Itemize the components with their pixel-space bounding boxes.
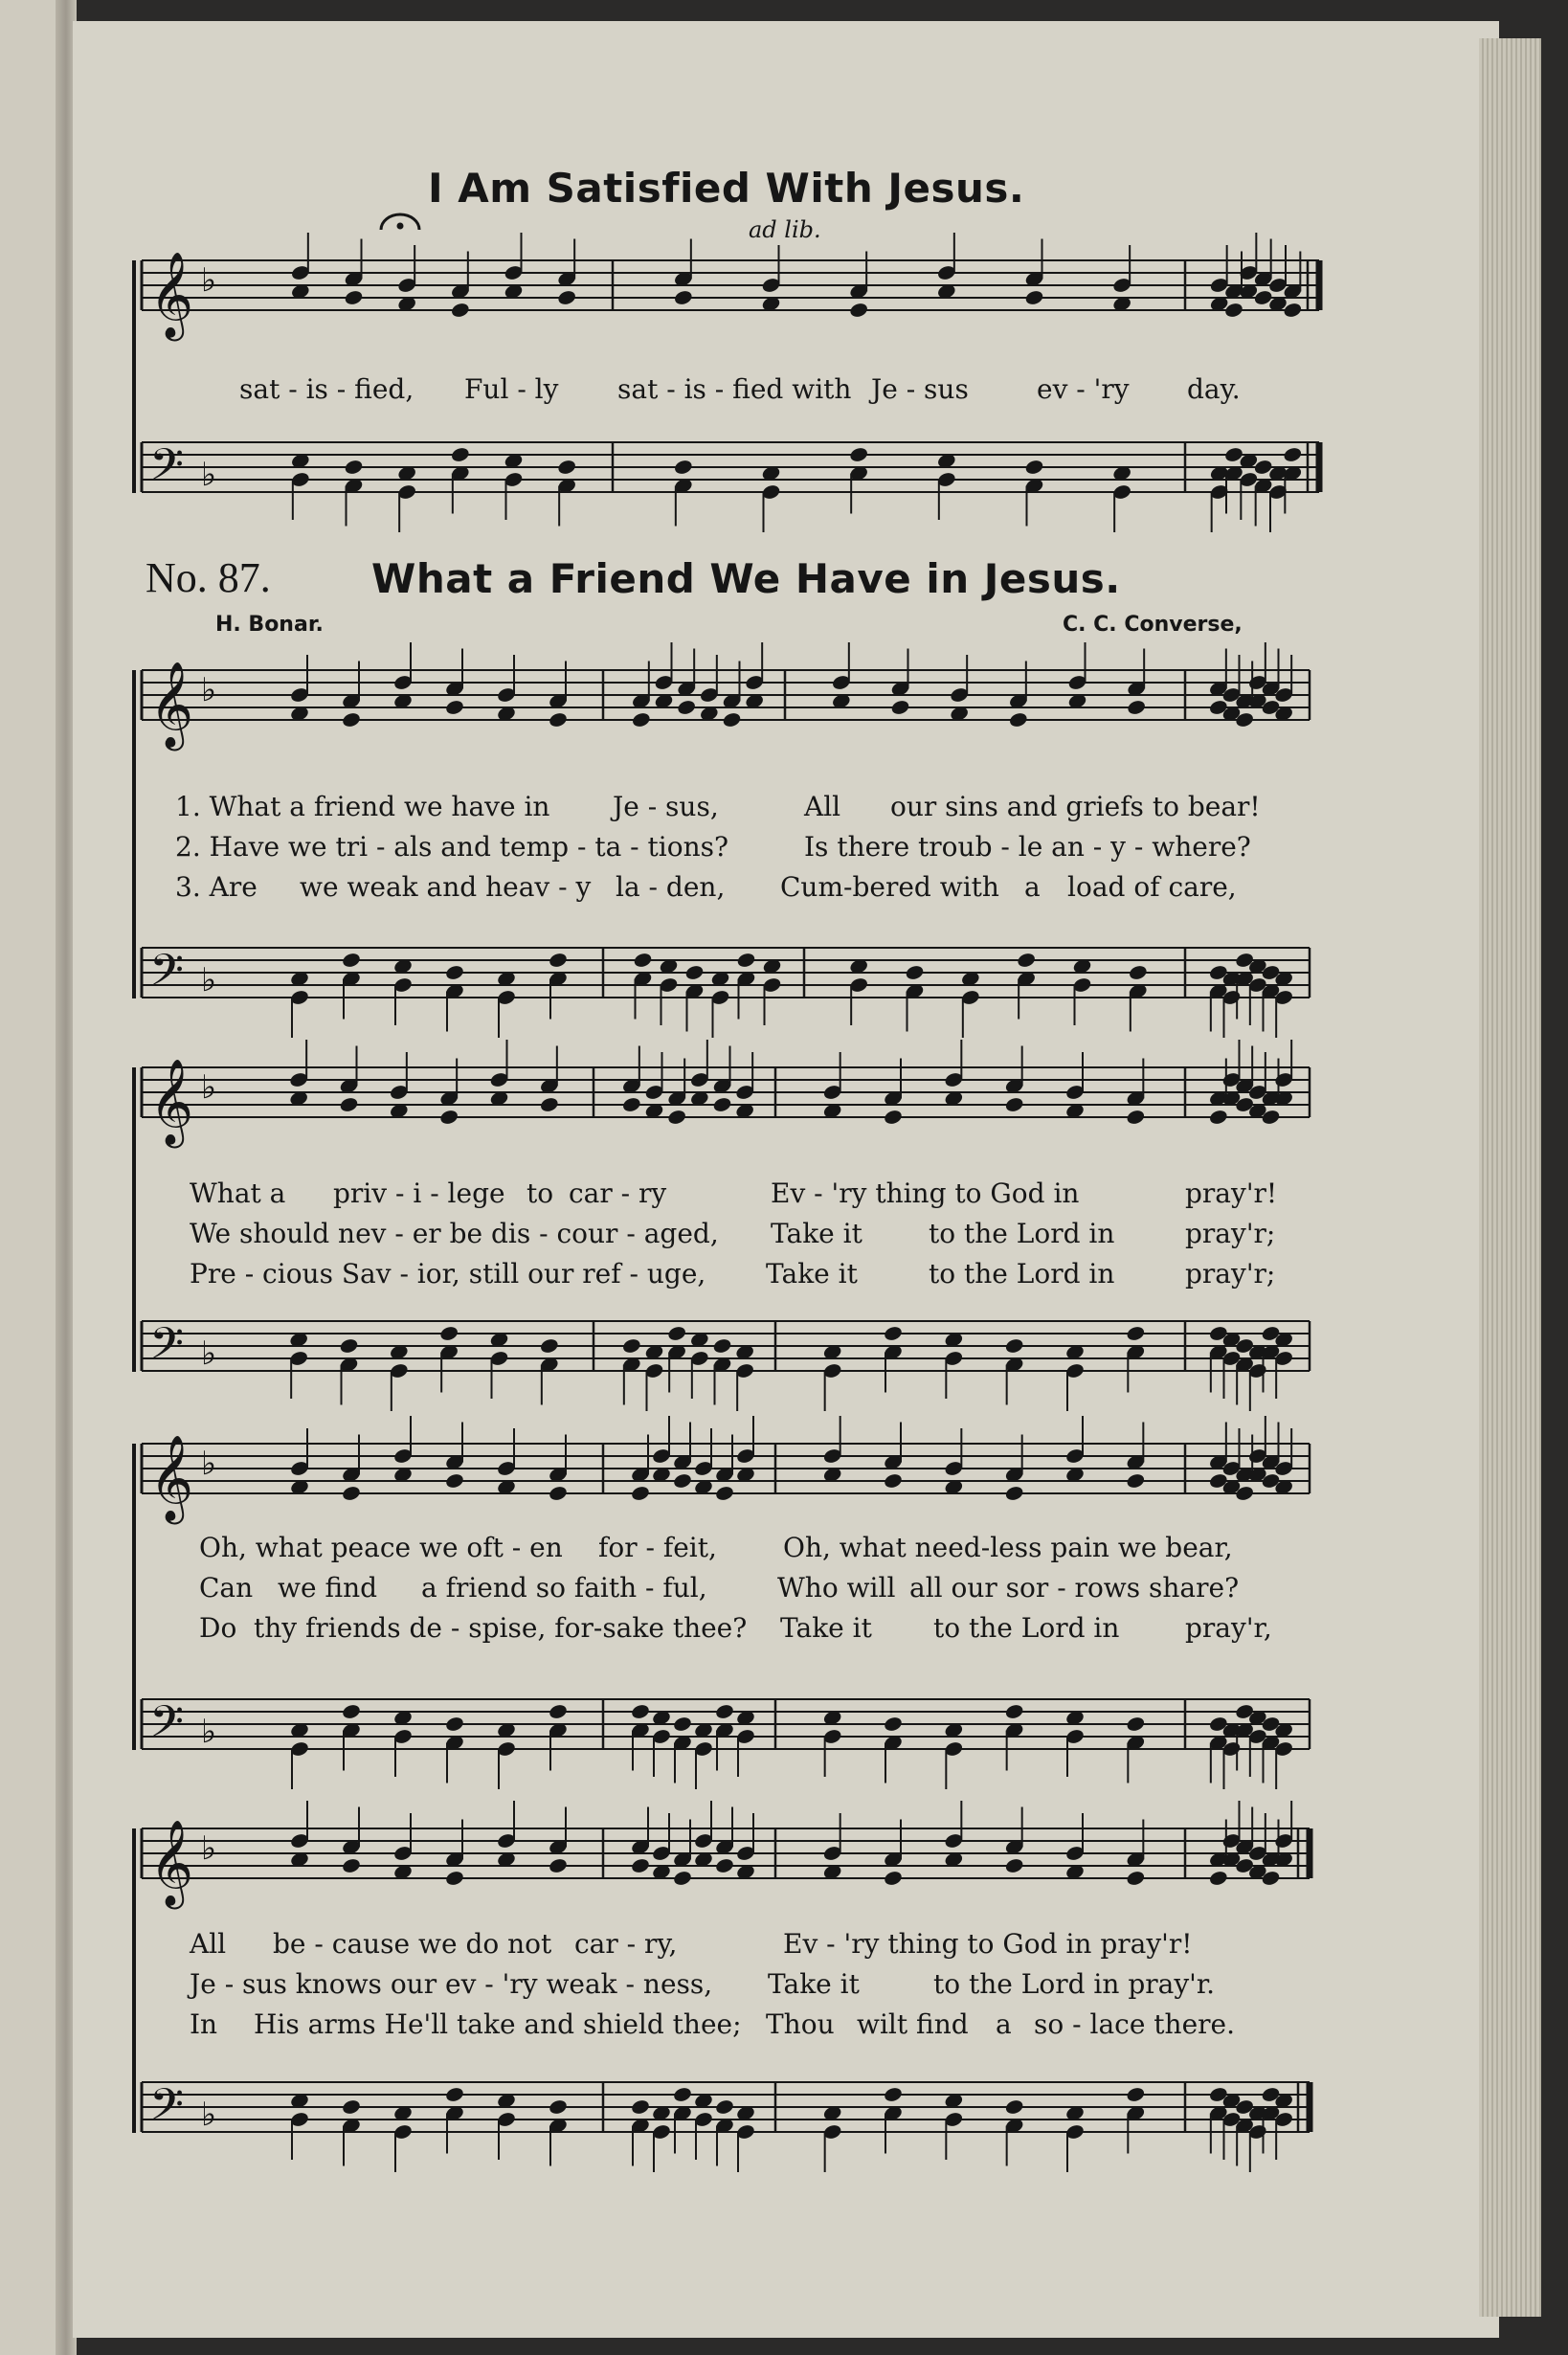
note-head — [1004, 1703, 1024, 1720]
lyric-segment: Je - sus knows our ev - 'ry weak - ness, — [190, 1968, 713, 2000]
note-head — [548, 2098, 568, 2116]
lyric-segment: 1. What a friend we have in — [175, 791, 550, 822]
note-head — [883, 1870, 903, 1887]
lyric-segment: Is there troub - le an - y - where? — [804, 831, 1251, 863]
lyric-segment: All — [190, 1928, 227, 1960]
lyric-segment: His arms He'll take and shield thee; — [254, 2008, 742, 2040]
note-head — [1004, 1857, 1024, 1874]
note-head — [450, 446, 470, 463]
lyric-segment: load of care, — [1067, 871, 1237, 903]
note-head — [1126, 699, 1146, 716]
lyric-segment: Ev - 'ry thing to God in pray'r! — [783, 1928, 1193, 1960]
lyric-segment: 3. Are — [175, 871, 258, 903]
note-head — [1004, 2098, 1024, 2116]
lyric-segment: We should nev - er be dis - cour - aged, — [190, 1218, 719, 1249]
note-head — [444, 1870, 464, 1887]
lyric-segment: Take it — [766, 1258, 858, 1290]
lyric-segment: Who will — [777, 1572, 896, 1604]
note-head — [556, 459, 576, 476]
lyric-syllable: ev - 'ry — [1037, 373, 1130, 405]
note-head — [548, 952, 568, 969]
lyric-segment: our sins and griefs to bear! — [890, 791, 1261, 822]
note-head — [556, 289, 576, 306]
lyric-segment: wilt find — [857, 2008, 969, 2040]
note-head — [548, 711, 568, 729]
note-head — [341, 1857, 361, 1874]
note-head — [621, 1337, 641, 1355]
note-head — [344, 289, 364, 306]
note-head — [1004, 1096, 1024, 1113]
lyric-segment: Pre - cious Sav - ior, still our ref - uge, — [190, 1258, 706, 1290]
lyric-segment: Oh, what need-less pain we bear, — [783, 1532, 1233, 1563]
lyric-segment: to — [526, 1178, 554, 1209]
note-head — [341, 711, 361, 729]
lyric-syllable: Ful - ly — [464, 373, 559, 405]
note-head — [905, 964, 925, 981]
lyric-segment: so - lace there. — [1034, 2008, 1235, 2040]
lyric-segment: All — [804, 791, 841, 822]
flat-sign-icon: ♭ — [201, 2096, 217, 2134]
lyric-segment: pray'r! — [1185, 1178, 1278, 1209]
note-head — [450, 302, 470, 319]
note-head — [341, 1703, 361, 1720]
note-head — [890, 699, 910, 716]
note-head — [341, 952, 361, 969]
lyric-segment: to the Lord in — [929, 1258, 1115, 1290]
note-head — [444, 964, 464, 981]
note-head — [1126, 1325, 1146, 1342]
note-head — [444, 1472, 464, 1490]
note-head — [548, 1857, 568, 1874]
flat-sign-icon: ♭ — [201, 1334, 217, 1373]
lyric-line — [175, 791, 549, 822]
note-head — [633, 952, 653, 969]
lyric-syllable: sat - is - fied, — [239, 373, 414, 405]
lyric-segment: Je - sus, — [613, 791, 719, 822]
lyric-segment: a — [996, 2008, 1012, 2040]
bass-clef-icon: 𝄢 — [149, 1696, 185, 1759]
note-head — [712, 1337, 732, 1355]
note-head — [883, 2086, 903, 2103]
note-head — [666, 1325, 686, 1342]
lyric-segment: a — [1024, 871, 1041, 903]
note-head — [1126, 1472, 1146, 1490]
note-head — [630, 1485, 650, 1502]
note-head — [1016, 952, 1036, 969]
note-head — [444, 2086, 464, 2103]
note-head — [714, 2098, 734, 2116]
lyric-segment: car - ry — [569, 1178, 667, 1209]
lyric-segment: we find — [278, 1572, 378, 1604]
note-head — [1283, 446, 1303, 463]
lyric-segment: pray'r; — [1185, 1218, 1276, 1249]
lyricist-credit: H. Bonar. — [215, 613, 324, 637]
lyric-segment: Thou — [766, 2008, 835, 2040]
note-head — [1208, 1870, 1228, 1887]
note-head — [341, 1485, 361, 1502]
bass-clef-icon: 𝄢 — [149, 945, 185, 1007]
treble-clef-icon: 𝄞 — [149, 252, 194, 338]
lyric-segment: all our sor - rows share? — [909, 1572, 1240, 1604]
note-head — [539, 1096, 559, 1113]
lyric-syllable: sat - is - fied with — [617, 373, 852, 405]
note-head — [621, 1096, 641, 1113]
lyric-segment: to the Lord in — [929, 1218, 1115, 1249]
note-head — [438, 1325, 459, 1342]
flat-sign-icon: ♭ — [201, 1713, 217, 1751]
treble-clef-icon: 𝄞 — [149, 1820, 194, 1906]
note-head — [883, 1109, 903, 1126]
note-head — [630, 2098, 650, 2116]
note-head — [444, 699, 464, 716]
lyric-segment: for - feit, — [598, 1532, 717, 1563]
note-head — [1008, 711, 1028, 729]
note-head — [712, 1096, 732, 1113]
note-head — [672, 1716, 692, 1733]
note-head — [673, 459, 693, 476]
note-head — [848, 302, 868, 319]
fermata-dot — [397, 223, 404, 230]
lyric-segment: to the Lord in pray'r. — [933, 1968, 1216, 2000]
flat-sign-icon: ♭ — [201, 261, 217, 300]
bass-clef-icon: 𝄢 — [149, 1318, 185, 1380]
treble-clef-icon: 𝄞 — [149, 1435, 194, 1521]
note-head — [883, 1716, 903, 1733]
note-head — [666, 1109, 686, 1126]
note-head — [676, 699, 696, 716]
lyric-segment: Take it — [780, 1612, 872, 1644]
note-head — [673, 289, 693, 306]
lyric-segment: priv - i - lege — [333, 1178, 505, 1209]
lyric-segment: In — [190, 2008, 218, 2040]
lyric-segment: Take it — [768, 1968, 860, 2000]
flat-sign-icon: ♭ — [201, 1445, 217, 1483]
bass-clef-icon: 𝄢 — [149, 439, 185, 502]
note-head — [1126, 1716, 1146, 1733]
note-head — [736, 952, 756, 969]
note-head — [684, 964, 705, 981]
lyric-segment: we weak and heav - y — [300, 871, 592, 903]
lyric-segment: What a — [190, 1178, 286, 1209]
note-head — [1024, 289, 1044, 306]
lyric-segment: Oh, what peace we oft - en — [199, 1532, 563, 1563]
lyric-segment: car - ry, — [574, 1928, 678, 1960]
tempo-marking: ad lib. — [749, 216, 821, 243]
note-head — [341, 2098, 361, 2116]
note-head — [883, 1472, 903, 1490]
lyric-segment: Cum-bered with — [780, 871, 999, 903]
flat-sign-icon: ♭ — [201, 961, 217, 999]
note-head — [539, 1337, 559, 1355]
note-head — [1004, 1485, 1024, 1502]
note-head — [1004, 1337, 1024, 1355]
note-head — [339, 1337, 359, 1355]
treble-clef-icon: 𝄞 — [149, 662, 194, 748]
lyric-segment: pray'r; — [1185, 1258, 1276, 1290]
lyric-segment: 2. Have we tri - als and temp - ta - tions? — [175, 831, 729, 863]
note-head — [630, 1857, 650, 1874]
composer-credit: C. C. Converse, — [1063, 613, 1243, 637]
flat-sign-icon: ♭ — [201, 1829, 217, 1868]
bass-clef-icon: 𝄢 — [149, 2079, 185, 2142]
lyric-segment: a friend so faith - ful, — [421, 1572, 707, 1604]
treble-clef-icon: 𝄞 — [149, 1059, 194, 1145]
note-head — [714, 1485, 734, 1502]
hymn-86-title: I Am Satisfied With Jesus. — [428, 165, 1025, 212]
note-head — [339, 1096, 359, 1113]
note-head — [672, 1870, 692, 1887]
note-head — [848, 446, 868, 463]
lyric-segment: Ev - 'ry thing to God in — [771, 1178, 1080, 1209]
note-head — [1126, 1870, 1146, 1887]
note-head — [1126, 1109, 1146, 1126]
note-head — [344, 459, 364, 476]
note-head — [1024, 459, 1044, 476]
note-head — [883, 1325, 903, 1342]
lyric-segment: Take it — [771, 1218, 862, 1249]
lyric-segment: pray'r, — [1185, 1612, 1272, 1644]
lyric-segment: Do — [199, 1612, 237, 1644]
note-head — [444, 1716, 464, 1733]
hymn-number: No. 87. — [146, 554, 271, 601]
lyric-syllable: Je - sus — [871, 373, 969, 405]
note-head — [1208, 1109, 1228, 1126]
note-head — [548, 1485, 568, 1502]
flat-sign-icon: ♭ — [201, 671, 217, 709]
note-head — [714, 1703, 734, 1720]
lyric-segment: to the Lord in — [933, 1612, 1120, 1644]
note-head — [631, 711, 651, 729]
note-head — [438, 1109, 459, 1126]
note-head — [714, 1857, 734, 1874]
note-head — [722, 711, 742, 729]
lyric-segment: be - cause we do not — [273, 1928, 552, 1960]
lyric-segment: la - den, — [616, 871, 726, 903]
note-head — [548, 1703, 568, 1720]
note-head — [630, 1703, 650, 1720]
lyric-syllable: day. — [1187, 373, 1241, 405]
note-head — [1126, 2086, 1146, 2103]
lyric-segment: thy friends de - spise, for-sake thee? — [254, 1612, 748, 1644]
note-head — [672, 1472, 692, 1490]
lyric-segment: Can — [199, 1572, 254, 1604]
note-head — [672, 2086, 692, 2103]
hymn-87-title: What a Friend We Have in Jesus. — [371, 555, 1121, 602]
flat-sign-icon: ♭ — [201, 1068, 217, 1107]
flat-sign-icon: ♭ — [201, 456, 217, 494]
note-head — [1128, 964, 1148, 981]
